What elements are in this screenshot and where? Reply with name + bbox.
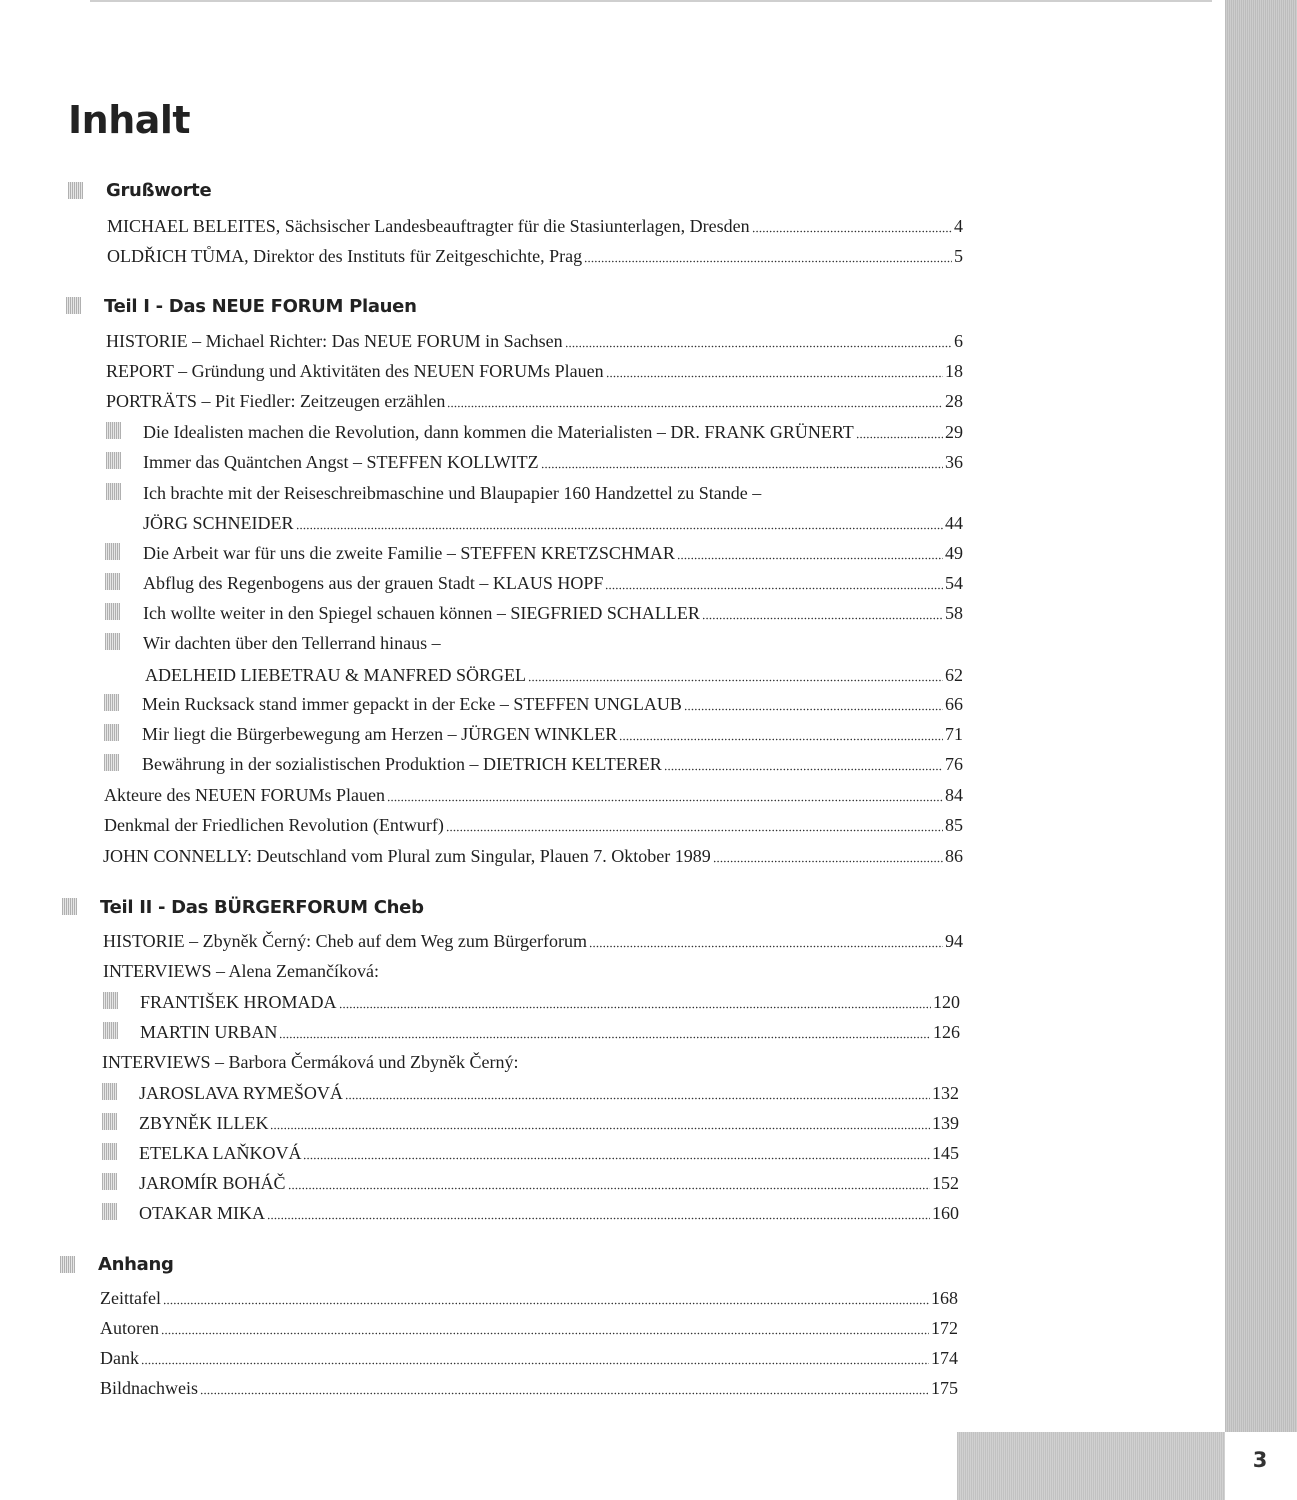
toc-entry[interactable]	[104, 814, 963, 836]
dot-leader	[606, 375, 943, 378]
toc-entry-page: 174	[931, 1348, 958, 1368]
toc-entry-text: Die Idealisten machen die Revolution, dann kommen die Materialisten – DR. FRANK GRÜNERT	[143, 422, 854, 442]
bullet-marker	[102, 1143, 117, 1160]
toc-entry-page: 175	[931, 1378, 958, 1398]
toc-entry-text: Bildnachweis	[100, 1378, 198, 1398]
bullet-marker	[105, 543, 120, 560]
toc-entry-text[interactable]: Wir dachten über den Tellerrand hinaus –	[143, 633, 441, 653]
toc-entry-text: Zeittafel	[100, 1288, 161, 1308]
toc-entry-text: Abflug des Regenbogens aus der grauen Stadt – KLAUS HOPF	[143, 573, 604, 593]
bullet-marker	[105, 633, 120, 650]
toc-entry-page: 172	[931, 1318, 958, 1338]
section-title-anhang: Anhang	[98, 1254, 174, 1275]
dot-leader	[303, 1157, 930, 1160]
dot-leader	[279, 1036, 931, 1039]
toc-entry-page: 132	[932, 1083, 959, 1103]
toc-entry-text: Dank	[100, 1348, 139, 1368]
dot-leader	[339, 1006, 931, 1009]
dot-leader	[447, 405, 943, 408]
dot-leader	[288, 1187, 930, 1190]
toc-entry[interactable]	[139, 1082, 959, 1104]
bullet-marker	[105, 603, 120, 620]
toc-entry-text: Denkmal der Friedlichen Revolution (Entwurf)	[104, 815, 444, 835]
bullet-marker	[102, 1113, 117, 1130]
toc-entry-text: Immer das Quäntchen Angst – STEFFEN KOLLWITZ	[143, 452, 539, 472]
toc-entry-page: 4	[954, 216, 963, 236]
toc-entry-page: 29	[945, 422, 963, 442]
bullet-marker	[102, 1173, 117, 1190]
dot-leader	[296, 527, 943, 530]
toc-entry-text: HISTORIE – Zbyněk Černý: Cheb auf dem Weg zum Bürgerforum	[103, 931, 587, 951]
bullet-marker	[103, 1022, 118, 1039]
toc-entry-page: 58	[945, 603, 963, 623]
toc-entry-text: Bewährung in der sozialistischen Produktion – DIETRICH KELTERER	[142, 754, 662, 774]
dot-leader	[200, 1392, 929, 1395]
toc-entry[interactable]	[103, 930, 963, 952]
toc-entry-text: Ich wollte weiter in den Spiegel schauen können – SIEGFRIED SCHALLER	[143, 603, 700, 623]
toc-entry[interactable]	[143, 451, 963, 473]
bullet-marker	[104, 694, 119, 711]
toc-entry-page: 120	[933, 992, 960, 1012]
dot-leader	[163, 1302, 929, 1305]
toc-entry-text: ETELKA LAŇKOVÁ	[139, 1143, 302, 1163]
toc-entry[interactable]	[143, 602, 963, 624]
toc-entry-text[interactable]: INTERVIEWS – Alena Zemančíková:	[103, 961, 379, 981]
dot-leader	[270, 1127, 930, 1130]
dot-leader	[677, 557, 943, 560]
toc-entry[interactable]	[104, 784, 963, 806]
toc-entry-text: FRANTIŠEK HROMADA	[140, 992, 337, 1012]
dot-leader	[713, 860, 943, 863]
bullet-marker	[103, 992, 118, 1009]
toc-entry-page: 160	[932, 1203, 959, 1223]
bullet-marker	[106, 483, 121, 500]
bullet-marker	[105, 573, 120, 590]
section-title-teil1: Teil I - Das NEUE FORUM Plauen	[104, 296, 417, 317]
dot-leader	[664, 768, 943, 771]
toc-entry[interactable]	[107, 245, 963, 267]
toc-entry-text: Die Arbeit war für uns die zweite Familie – STEFFEN KRETZSCHMAR	[143, 543, 675, 563]
toc-entry[interactable]	[100, 1347, 958, 1369]
dot-leader	[684, 708, 943, 711]
toc-entry-text: REPORT – Gründung und Aktivitäten des NEUEN FORUMs Plauen	[106, 361, 604, 381]
bottom-bar	[957, 1432, 1225, 1500]
dot-leader	[605, 587, 943, 590]
toc-entry-page: 44	[945, 513, 963, 533]
toc-entry-text: HISTORIE – Michael Richter: Das NEUE FORUM in Sachsen	[106, 331, 563, 351]
dot-leader	[528, 679, 943, 682]
toc-entry-page: 6	[954, 331, 963, 351]
toc-entry-page: 94	[945, 931, 963, 951]
toc-entry-text: JOHN CONNELLY: Deutschland vom Plural zum Singular, Plauen 7. Oktober 1989	[103, 846, 711, 866]
toc-entry-text: OTAKAR MIKA	[139, 1203, 266, 1223]
side-stripe	[1225, 0, 1297, 1432]
toc-entry[interactable]	[139, 1112, 959, 1134]
section-marker-teil2	[62, 898, 77, 915]
bullet-marker	[106, 422, 121, 439]
toc-entry-page: 139	[932, 1113, 959, 1133]
toc-entry-page: 76	[945, 754, 963, 774]
toc-entry-page: 36	[945, 452, 963, 472]
toc-entry-page: 145	[932, 1143, 959, 1163]
dot-leader	[541, 466, 943, 469]
toc-entry-text: MARTIN URBAN	[140, 1022, 278, 1042]
toc-entry-text[interactable]: INTERVIEWS – Barbora Čermáková und Zbyněk Černý:	[102, 1052, 519, 1072]
toc-entry[interactable]	[100, 1377, 958, 1399]
toc-entry-page: 49	[945, 543, 963, 563]
toc-entry-text: ADELHEID LIEBETRAU & MANFRED SÖRGEL	[145, 665, 526, 685]
toc-entry[interactable]	[139, 1142, 959, 1164]
toc-entry[interactable]	[143, 512, 963, 534]
bullet-marker	[102, 1203, 117, 1220]
dot-leader	[345, 1097, 930, 1100]
toc-entry[interactable]	[139, 1172, 959, 1194]
dot-leader	[387, 799, 943, 802]
toc-entry-text[interactable]: Ich brachte mit der Reiseschreibmaschine und Blaupapier 160 Handzettel zu Stande –	[143, 483, 762, 503]
dot-leader	[446, 829, 943, 832]
page-title: Inhalt	[68, 98, 191, 142]
toc-entry-text: Mein Rucksack stand immer gepackt in der Ecke – STEFFEN UNGLAUB	[142, 694, 682, 714]
toc-entry[interactable]	[142, 753, 963, 775]
toc-entry-text: Autoren	[100, 1318, 159, 1338]
toc-entry[interactable]	[142, 723, 963, 745]
toc-entry-page: 71	[945, 724, 963, 744]
toc-entry-page: 84	[945, 785, 963, 805]
toc-entry-text: OLDŘICH TŮMA, Direktor des Instituts für Zeitgeschichte, Prag	[107, 246, 583, 266]
toc-entry[interactable]	[142, 693, 963, 715]
toc-entry-page: 66	[945, 694, 963, 714]
toc-entry-text: JAROSLAVA RYMEŠOVÁ	[139, 1083, 343, 1103]
toc-entry-page: 5	[954, 246, 963, 266]
dot-leader	[752, 230, 952, 233]
dot-leader	[589, 945, 943, 948]
section-marker-grussworte	[68, 182, 83, 199]
toc-entry[interactable]	[103, 845, 963, 867]
dot-leader	[565, 345, 952, 348]
bullet-marker	[106, 452, 121, 469]
section-title-grussworte: Grußworte	[106, 180, 212, 201]
toc-entry-page: 28	[945, 391, 963, 411]
toc-entry[interactable]	[100, 1287, 958, 1309]
toc-entry[interactable]	[107, 215, 963, 237]
toc-entry[interactable]	[143, 542, 963, 564]
toc-entry-page: 168	[931, 1288, 958, 1308]
toc-entry-page: 126	[933, 1022, 960, 1042]
toc-entry-text: Mir liegt die Bürgerbewegung am Herzen – JÜRGEN WINKLER	[142, 724, 618, 744]
toc-entry-page: 18	[945, 361, 963, 381]
toc-entry-text: MICHAEL BELEITES, Sächsischer Landesbeauftragter für die Stasiunterlagen, Dresden	[107, 216, 750, 236]
section-title-teil2: Teil II - Das BÜRGERFORUM Cheb	[100, 897, 424, 918]
toc-entry[interactable]	[143, 421, 963, 443]
toc-entry-page: 85	[945, 815, 963, 835]
dot-leader	[161, 1332, 929, 1335]
dot-leader	[702, 617, 943, 620]
toc-entry[interactable]	[143, 572, 963, 594]
toc-entry-text: PORTRÄTS – Pit Fiedler: Zeitzeugen erzählen	[106, 391, 446, 411]
toc-entry-page: 62	[945, 665, 963, 685]
toc-entry[interactable]	[106, 330, 963, 352]
toc-entry-page: 54	[945, 573, 963, 593]
dot-leader	[584, 260, 952, 263]
bullet-marker	[104, 724, 119, 741]
toc-entry[interactable]	[139, 1202, 959, 1224]
bullet-marker	[104, 754, 119, 771]
dot-leader	[141, 1362, 929, 1365]
toc-entry-page: 152	[932, 1173, 959, 1193]
section-marker-anhang	[60, 1256, 75, 1273]
toc-entry[interactable]	[106, 390, 963, 412]
section-marker-teil1	[66, 297, 81, 314]
toc-entry-text: Akteure des NEUEN FORUMs Plauen	[104, 785, 385, 805]
toc-entry-text: JAROMÍR BOHÁČ	[139, 1173, 286, 1193]
toc-entry-page: 86	[945, 846, 963, 866]
toc-entry[interactable]	[100, 1317, 958, 1339]
toc-entry-text: JÖRG SCHNEIDER	[143, 513, 294, 533]
toc-entry-text: ZBYNĚK ILLEK	[139, 1113, 269, 1133]
dot-leader	[619, 738, 943, 741]
dot-leader	[267, 1217, 930, 1220]
dot-leader	[856, 436, 943, 439]
toc-entry[interactable]	[140, 1021, 960, 1043]
toc-entry[interactable]	[106, 360, 963, 382]
toc-entry[interactable]	[140, 991, 960, 1013]
toc-entry[interactable]	[145, 664, 963, 686]
top-edge-line	[90, 0, 1212, 2]
bullet-marker	[102, 1083, 117, 1100]
page-number: 3	[1252, 1448, 1268, 1472]
